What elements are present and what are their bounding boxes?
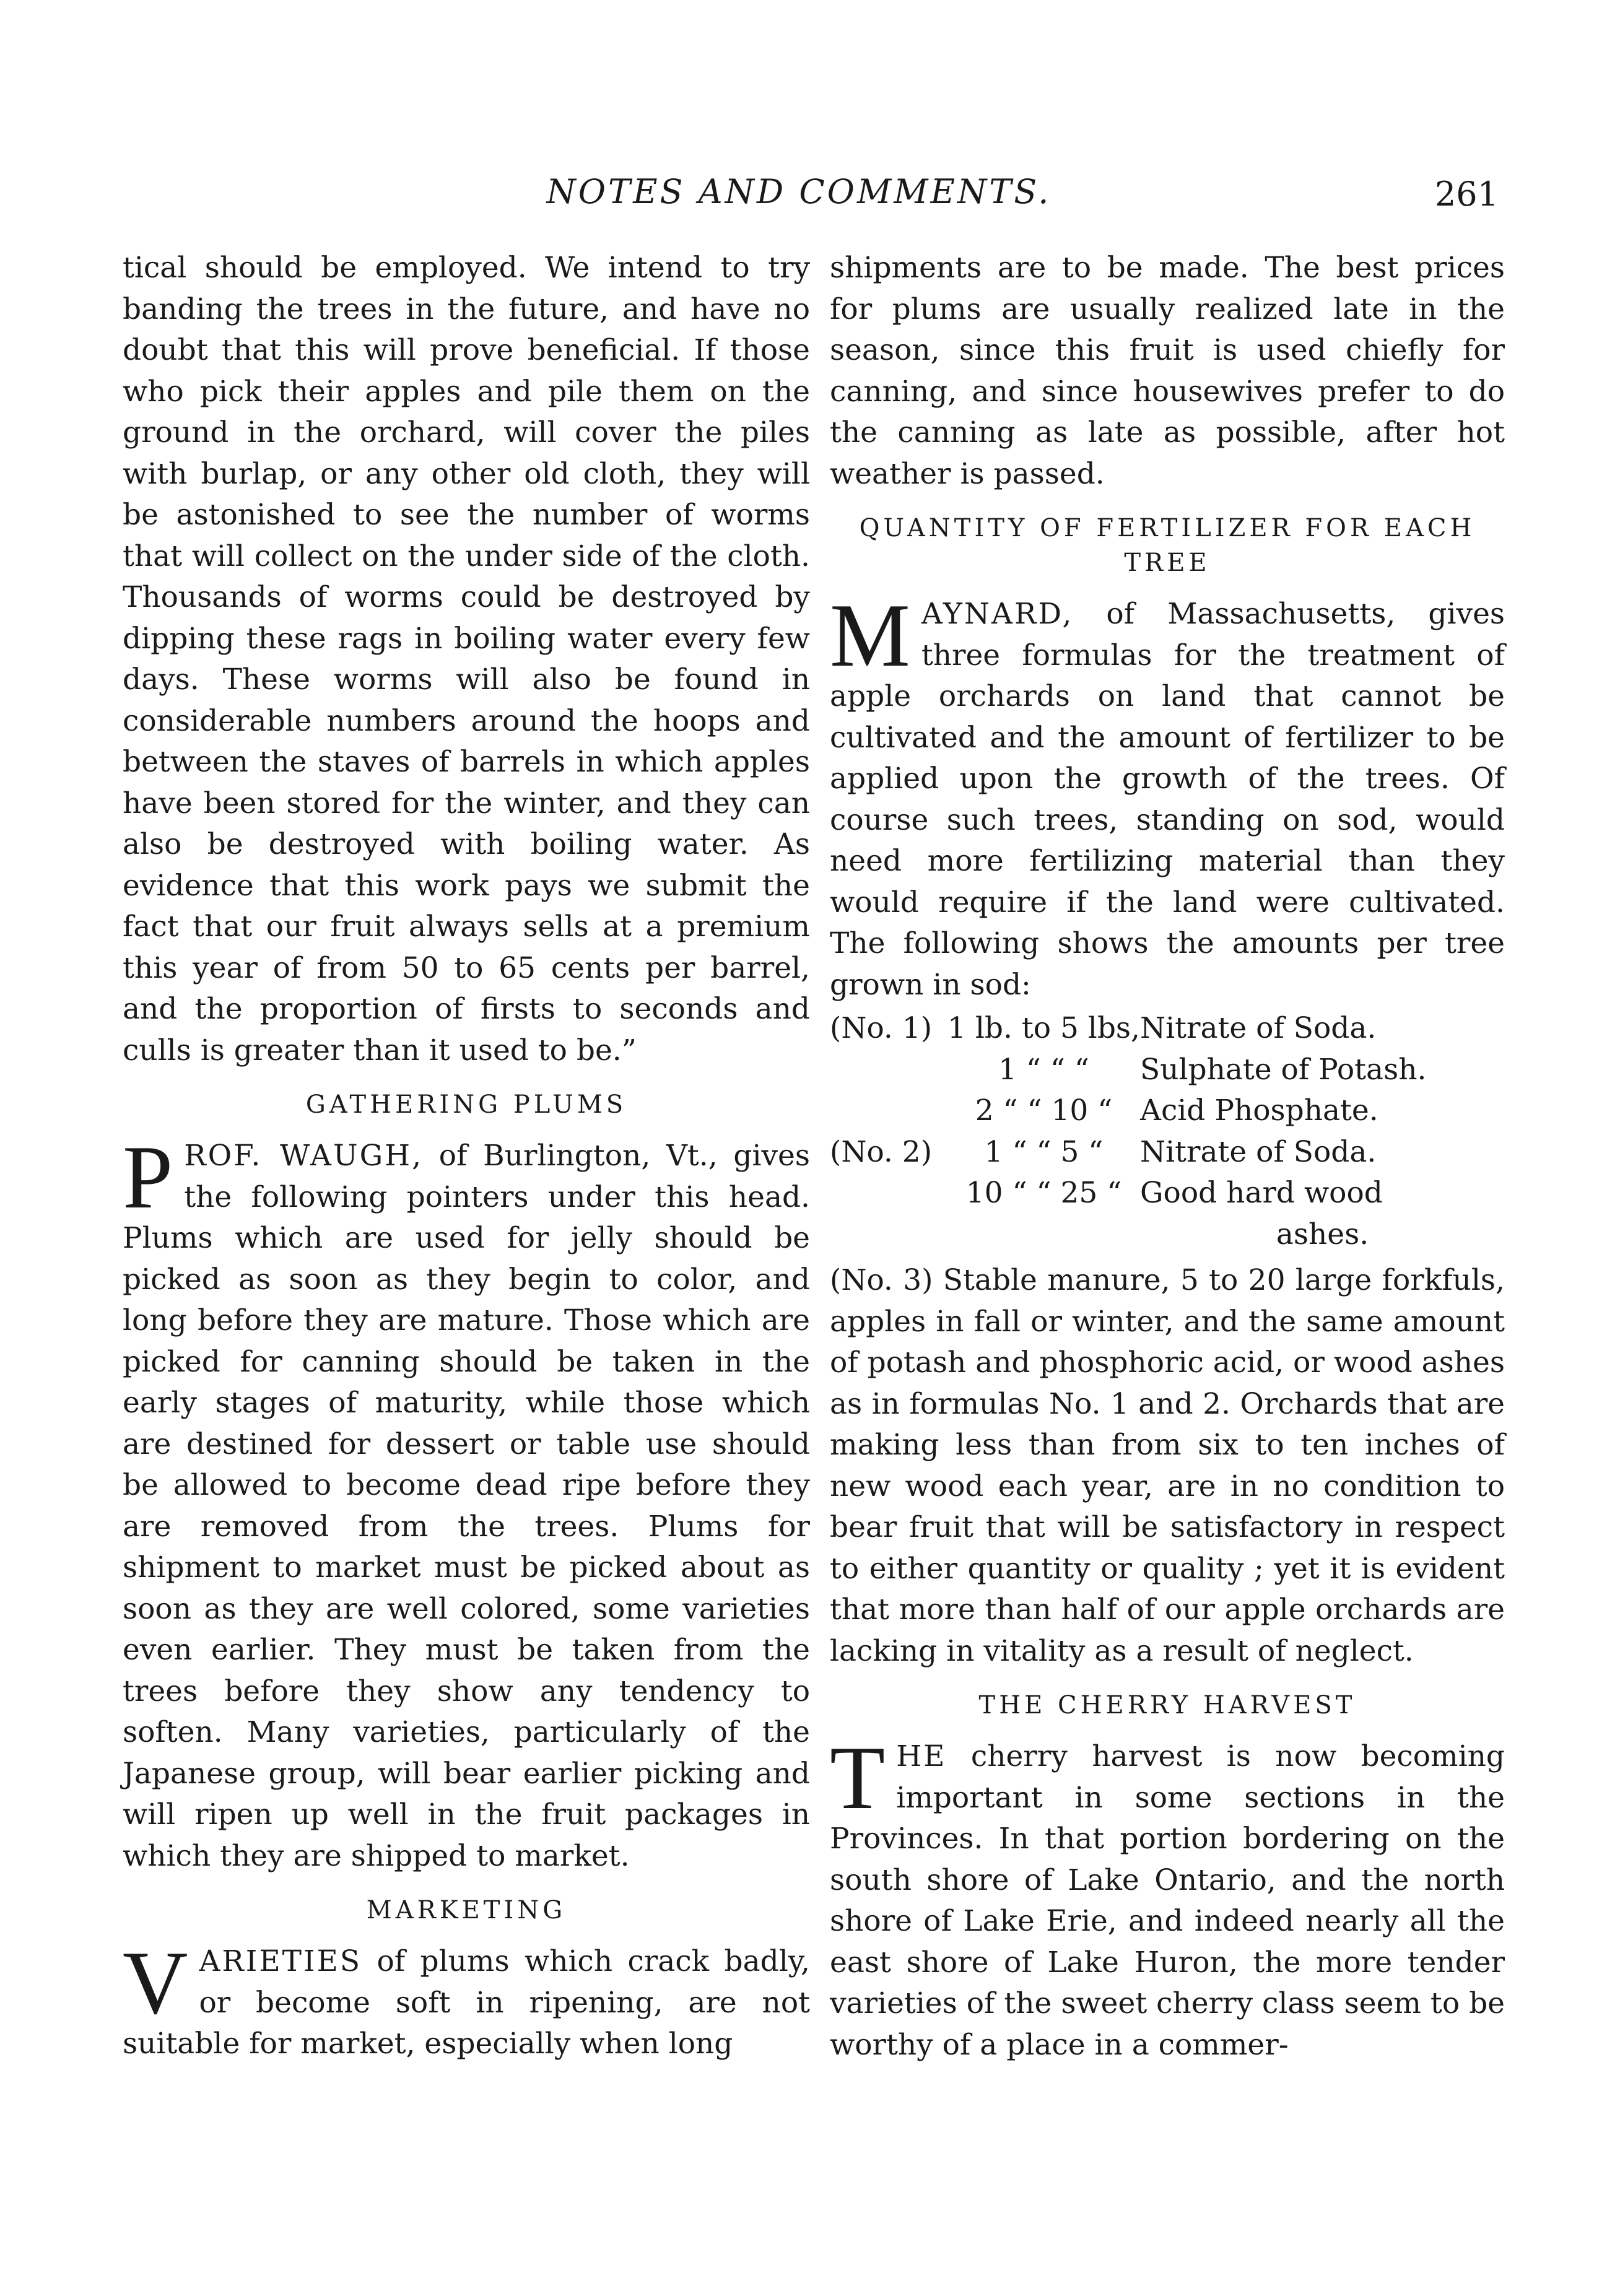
formula-row: [830, 1173, 1505, 1214]
lead-word: HE: [896, 1739, 947, 1773]
formula-quantity: 10 “ “ 25 “: [965, 1176, 1122, 1210]
paragraph-text: cherry harvest is now becoming important in some sections in the Provinces. In that portion bordering on the south shore of Lake Ontario, and the north shore of Lake Erie, and indeed nearly all the east shore of Lake Huron, the more tender varieties of the sweet cherry class seem to be worthy of a place in a commer-: [830, 1739, 1505, 2062]
formula-label: (No. 1): [830, 1011, 933, 1045]
formula-row: [830, 1214, 1505, 1256]
cherry-paragraph: [830, 1728, 1505, 2066]
heading-cherry-harvest: THE CHERRY HARVEST: [978, 1691, 1356, 1720]
formula-table: [830, 1008, 1505, 1255]
formula-row: [830, 1050, 1505, 1091]
paragraph-text: of plums which crack badly, or become soft in ripening, are not suitable for market, especially when long: [123, 1944, 810, 2061]
page-number: 261: [1434, 175, 1499, 214]
formula-material: Nitrate of Soda.: [1140, 1011, 1377, 1045]
formula-label: (No. 2): [830, 1134, 933, 1169]
continued-paragraph: tical should be employed. We intend to try banding the trees in the future, and have no doubt that this will prove beneficial. If those who pick their apples and pile them on the ground in the orchard, will cover the piles with burlap, or any other old cloth, they will be astonished to see the number of worms that will collect on the under side of the cloth. Thousands of worms could be destroyed by dipping these rags in boiling water every few days. These worms will also be found in considerable numbers around the hoops and between the staves of barrels in which apples have been stored for the winter, and they can also be destroyed with boiling water. As evidence that this work pays we submit the fact that our fruit always sells at a premium this year of from 50 to 65 cents per barrel, and the proportion of firsts to seconds and culls is greater than it used to be.”: [123, 251, 810, 1068]
drop-cap: P: [123, 1127, 173, 1227]
formula-label: [830, 1173, 947, 1214]
paragraph-text: of Burlington, Vt., gives the following pointers under this head. Plums which are used for jelly should be picked as soon as they begin to color, and long before they are mature. Those which are picked for canning should be taken in the early stages of maturity, while those which are destined for dessert or table use should be allowed to become dead ripe before they are removed from the trees. Plums for shipment to market must be picked about as soon as they are well colored, some varieties even earlier. They must be taken from the trees before they show any tendency to soften. Many varieties, particularly of the Japanese group, will bear earlier picking and will ripen up well in the fruit packages in which they are shipped to market.: [123, 1139, 810, 1873]
heading-marketing: MARKETING: [366, 1896, 567, 1924]
formula-material: Sulphate of Potash.: [1140, 1052, 1427, 1087]
lead-word: ROF. WAUGH,: [184, 1139, 424, 1173]
formula-label: [830, 1090, 947, 1132]
formula-material: Acid Phosphate.: [1140, 1094, 1378, 1128]
formula-quantity: 1 lb. to 5 lbs,: [947, 1011, 1140, 1045]
drop-cap: M: [830, 585, 910, 685]
drop-cap: T: [830, 1728, 886, 1828]
formula-quantity: 1 “ “ “: [998, 1052, 1089, 1087]
lead-word: ARIETIES: [199, 1944, 362, 1978]
formula-label: [830, 1050, 947, 1091]
formula-material: Nitrate of Soda.: [1140, 1134, 1377, 1169]
plums-paragraph: [123, 1127, 810, 1877]
formula-row: [830, 1008, 1505, 1050]
right-column: [830, 248, 1505, 2066]
formula-row: [830, 1132, 1505, 1173]
continued-paragraph: shipments are to be made. The best prices for plums are usually realized late in the season, since this fruit is used chiefly for canning, and since housewives prefer to do the canning as late as possible, after hot weather is passed.: [830, 251, 1505, 491]
formula-quantity: 1 “ “ 5 “: [984, 1134, 1104, 1169]
paragraph-text: of Massachusetts, gives three formulas for the treatment of apple orchards on land that cannot be cultivated and the amount of fertilizer to be applied upon the growth of the trees. Of course such trees, standing on sod, would need more fertilizing material than they would require if the land were cultivated. The following shows the amounts per tree grown in sod:: [830, 597, 1505, 1002]
running-header: NOTES AND COMMENTS.: [546, 172, 1052, 211]
formula-continuation: ashes.: [1276, 1217, 1369, 1251]
heading-fertilizer: QUANTITY OF FERTILIZER FOR EACH TREE: [859, 514, 1476, 577]
heading-gathering-plums: GATHERING PLUMS: [305, 1090, 627, 1119]
left-column: [123, 248, 810, 2065]
drop-cap: V: [123, 1933, 188, 2033]
formula-quantity: 2 “ “ 10 “: [975, 1094, 1113, 1128]
lead-word: AYNARD,: [921, 597, 1074, 631]
formula-3-paragraph: (No. 3) Stable manure, 5 to 20 large forkfuls, apples in fall or winter, and the same amount of potash and phosphoric acid, or wood ashes as in formulas No. 1 and 2. Orchards that are making less than from six to ten inches of new wood each year, are in no condition to bear fruit that will be satisfactory in respect to either quantity or quality ; yet it is evident that more than half of our apple orchards are lacking in vitality as a result of neglect.: [830, 1263, 1505, 1668]
formula-material: Good hard wood: [1140, 1176, 1383, 1210]
formula-row: [830, 1090, 1505, 1132]
fertilizer-paragraph: [830, 585, 1505, 1006]
marketing-paragraph: [123, 1933, 810, 2065]
